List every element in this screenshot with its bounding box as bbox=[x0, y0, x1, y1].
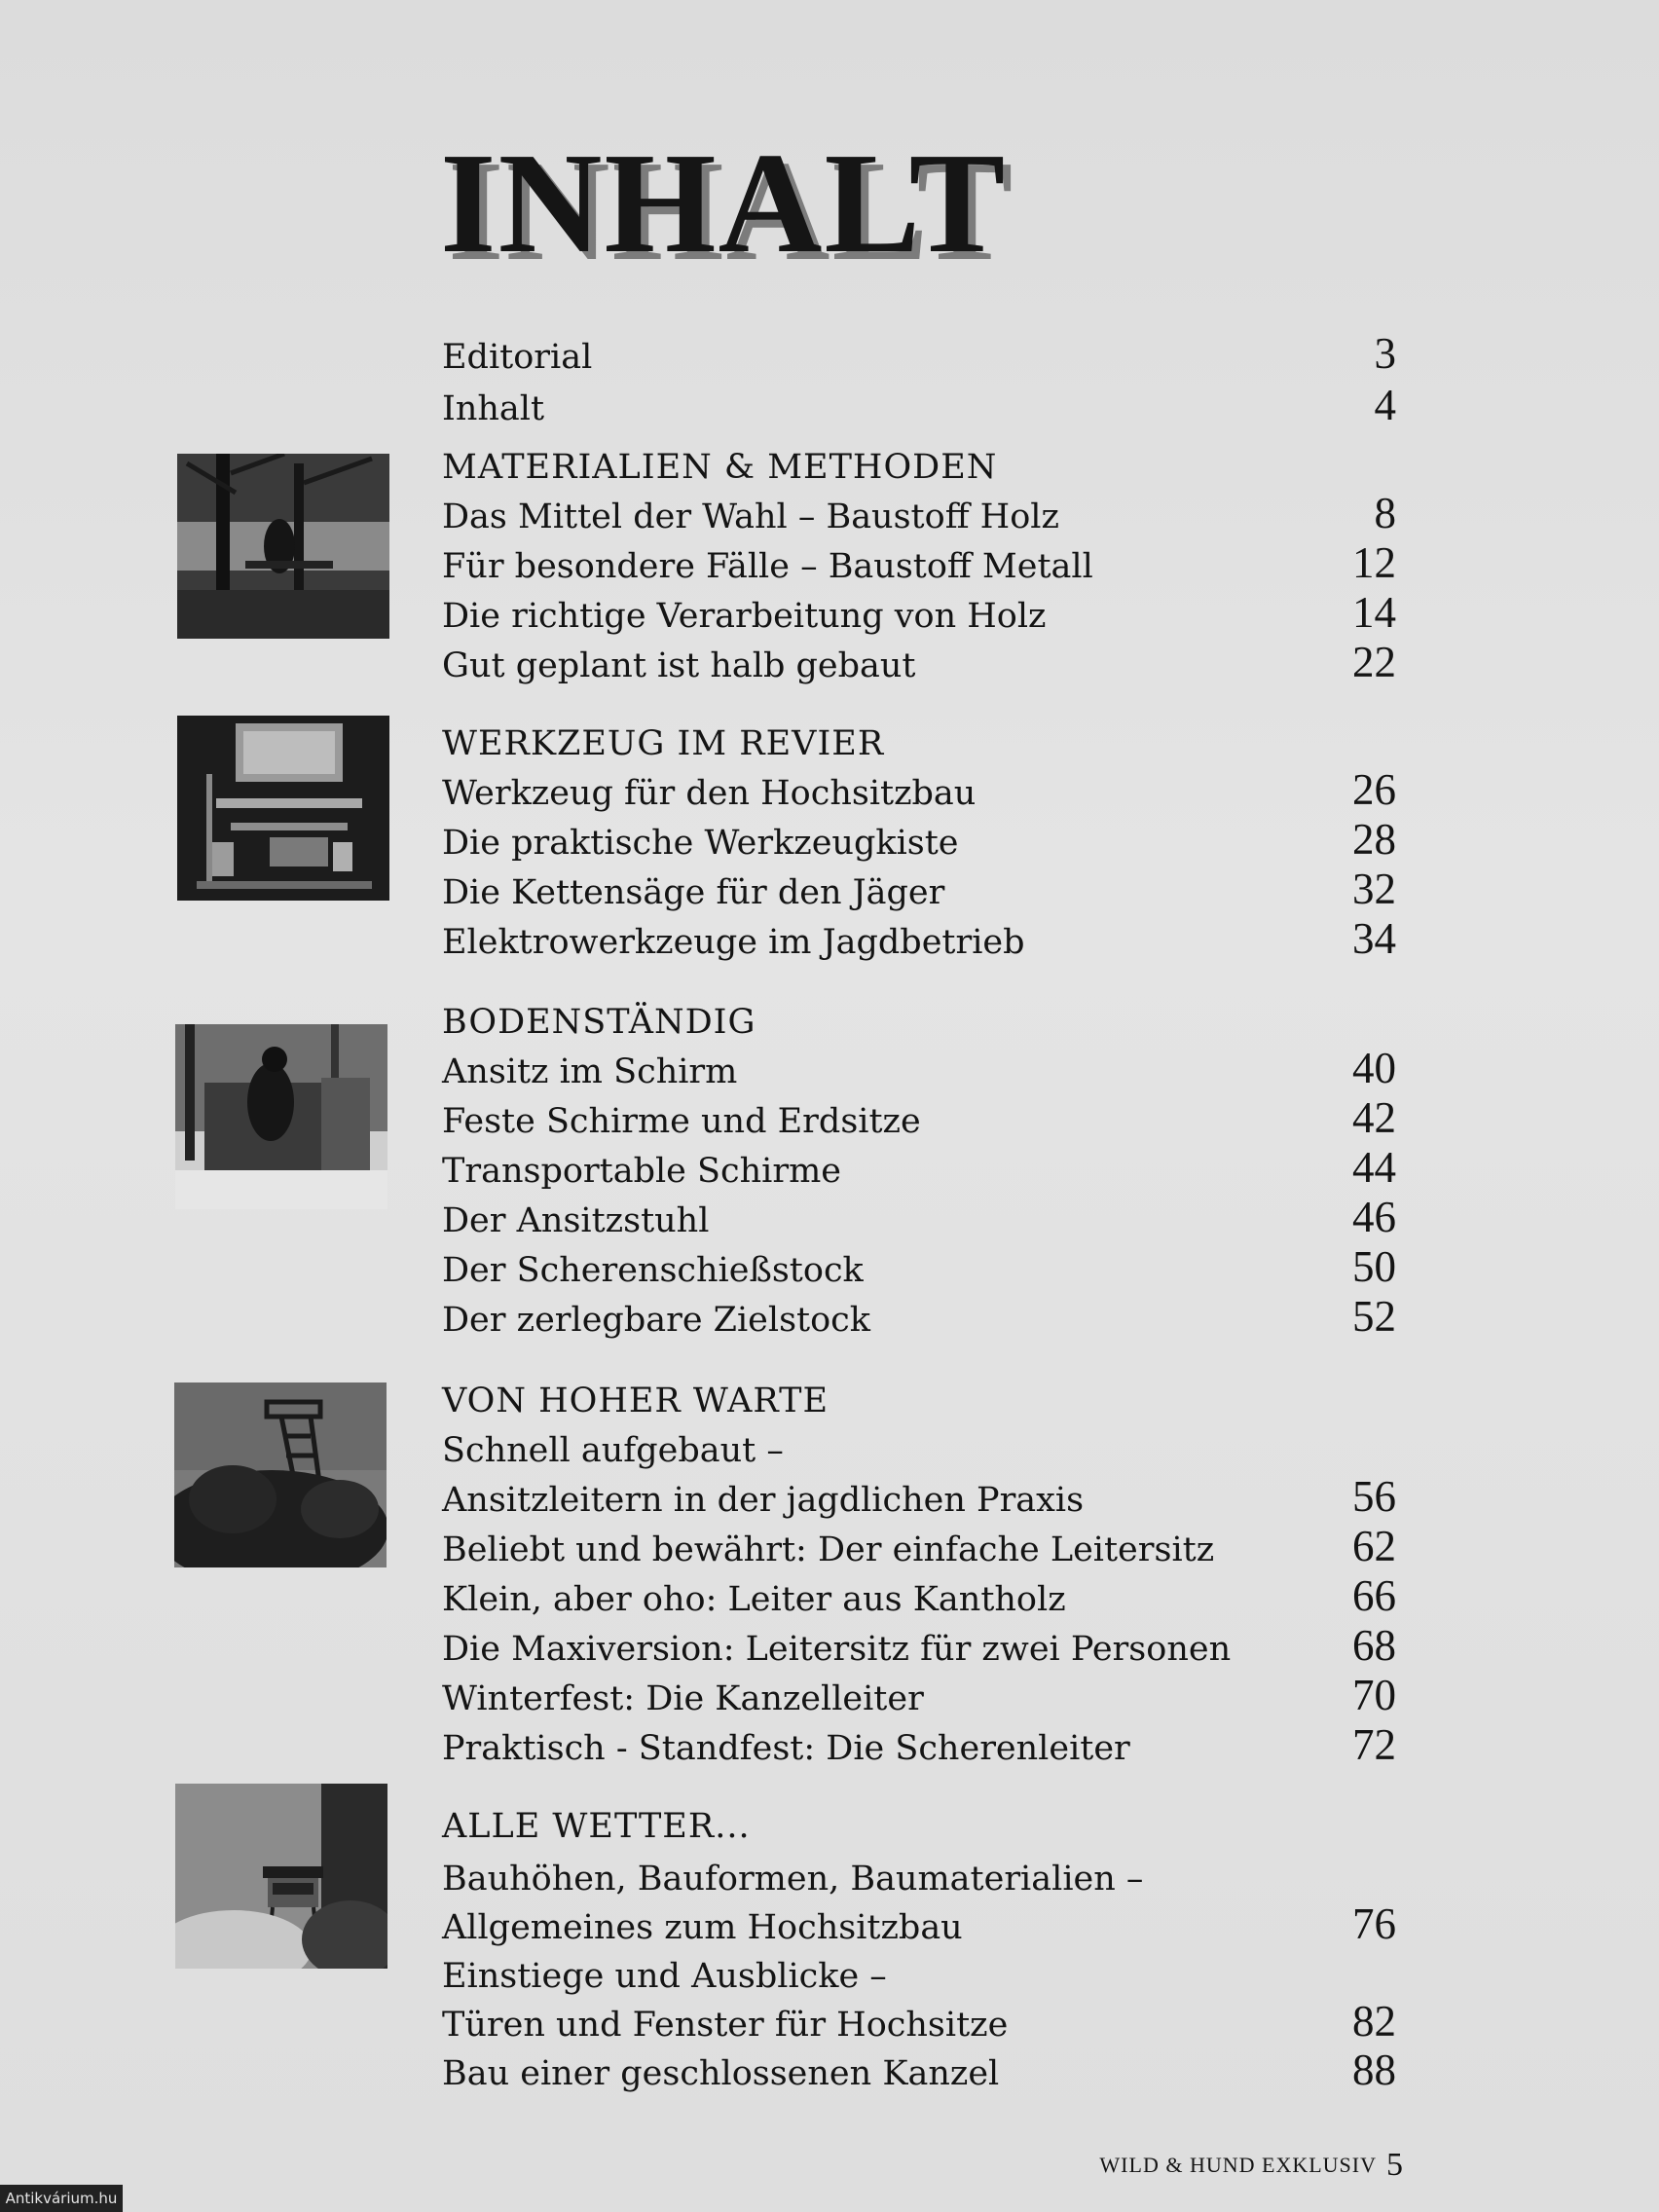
section-heading[interactable]: ALLE WETTER... bbox=[442, 1807, 751, 1846]
toc-entry[interactable]: Die Kettensäge für den Jäger 32 bbox=[442, 865, 1396, 913]
toc-entry[interactable]: Ansitz im Schirm 40 bbox=[442, 1044, 1396, 1092]
toc-entry[interactable]: Der Scherenschießstock 50 bbox=[442, 1242, 1396, 1291]
toc-entry[interactable] bbox=[442, 381, 1396, 433]
toc-entry[interactable] bbox=[442, 329, 1396, 382]
toc-entry[interactable]: Klein, aber oho: Leiter aus Kantholz 66 bbox=[442, 1571, 1396, 1620]
page-footer bbox=[1099, 2147, 1404, 2183]
toc-entry[interactable]: Winterfest: Die Kanzelleiter 70 bbox=[442, 1671, 1396, 1719]
toc-entry[interactable]: Elektrowerkzeuge im Jagdbetrieb 34 bbox=[442, 914, 1396, 963]
toc-entry[interactable]: Praktisch - Standfest: Die Scherenleiter 72 bbox=[442, 1720, 1396, 1769]
toc-entry[interactable]: Werkzeug für den Hochsitzbau 26 bbox=[442, 765, 1396, 814]
section-heading[interactable]: BODENSTÄNDIG bbox=[442, 1003, 756, 1042]
toc-entry[interactable]: Bau einer geschlossenen Kanzel 88 bbox=[442, 2046, 1396, 2094]
toc-entry[interactable]: Die praktische Werkzeugkiste 28 bbox=[442, 815, 1396, 864]
section-photo-hunter-blind bbox=[175, 1024, 387, 1209]
watermark: Antikvárium.hu bbox=[0, 2185, 123, 2212]
toc-entry[interactable]: Feste Schirme und Erdsitze 42 bbox=[442, 1093, 1396, 1142]
section-photo-forest-hunter bbox=[177, 454, 389, 639]
toc-entry[interactable]: Türen und Fenster für Hochsitze 82 bbox=[442, 1997, 1396, 2046]
toc-entry[interactable]: Der Ansitzstuhl 46 bbox=[442, 1193, 1396, 1241]
entry-page: 3 bbox=[1374, 329, 1396, 378]
entry-title: Inhalt bbox=[442, 389, 545, 428]
toc-entry[interactable]: Beliebt und bewährt: Der einfache Leitersitz 62 bbox=[442, 1522, 1396, 1570]
toc-entry[interactable]: Die Maxiversion: Leitersitz für zwei Personen 68 bbox=[442, 1621, 1396, 1670]
page-number: 5 bbox=[1386, 2147, 1404, 2183]
section-heading[interactable]: VON HOHER WARTE bbox=[442, 1382, 830, 1420]
entry-title: Editorial bbox=[442, 338, 593, 377]
toc-entry[interactable]: Das Mittel der Wahl – Baustoff Holz 8 bbox=[442, 489, 1396, 537]
toc-entry[interactable]: Allgemeines zum Hochsitzbau 76 bbox=[442, 1899, 1396, 1948]
entry-page: 4 bbox=[1374, 381, 1396, 429]
section-heading[interactable]: WERKZEUG IM REVIER bbox=[442, 724, 885, 763]
toc-entry[interactable]: Der zerlegbare Zielstock 52 bbox=[442, 1292, 1396, 1341]
section-heading[interactable]: MATERIALIEN & METHODEN bbox=[442, 448, 998, 487]
toc-entry[interactable]: Bauhöhen, Bauformen, Baumaterialien – bbox=[442, 1860, 1144, 1899]
toc-entry[interactable]: Schnell aufgebaut – bbox=[442, 1431, 784, 1470]
section-photo-enclosed-stand bbox=[175, 1784, 387, 1969]
toc-entry[interactable]: Die richtige Verarbeitung von Holz 14 bbox=[442, 588, 1396, 637]
toc-entry[interactable]: Einstiege und Ausblicke – bbox=[442, 1957, 887, 1996]
toc-entry[interactable]: Transportable Schirme 44 bbox=[442, 1143, 1396, 1192]
magazine-name: WILD & HUND EXKLUSIV bbox=[1099, 2153, 1377, 2177]
page-title: INHALT bbox=[440, 124, 1008, 283]
section-photo-tools bbox=[177, 716, 389, 901]
section-photo-ladder-stand bbox=[174, 1382, 387, 1567]
toc-entry[interactable]: Für besondere Fälle – Baustoff Metall 12 bbox=[442, 538, 1396, 587]
toc-entry[interactable]: Ansitzleitern in der jagdlichen Praxis 56 bbox=[442, 1472, 1396, 1521]
toc-entry[interactable]: Gut geplant ist halb gebaut 22 bbox=[442, 638, 1396, 686]
